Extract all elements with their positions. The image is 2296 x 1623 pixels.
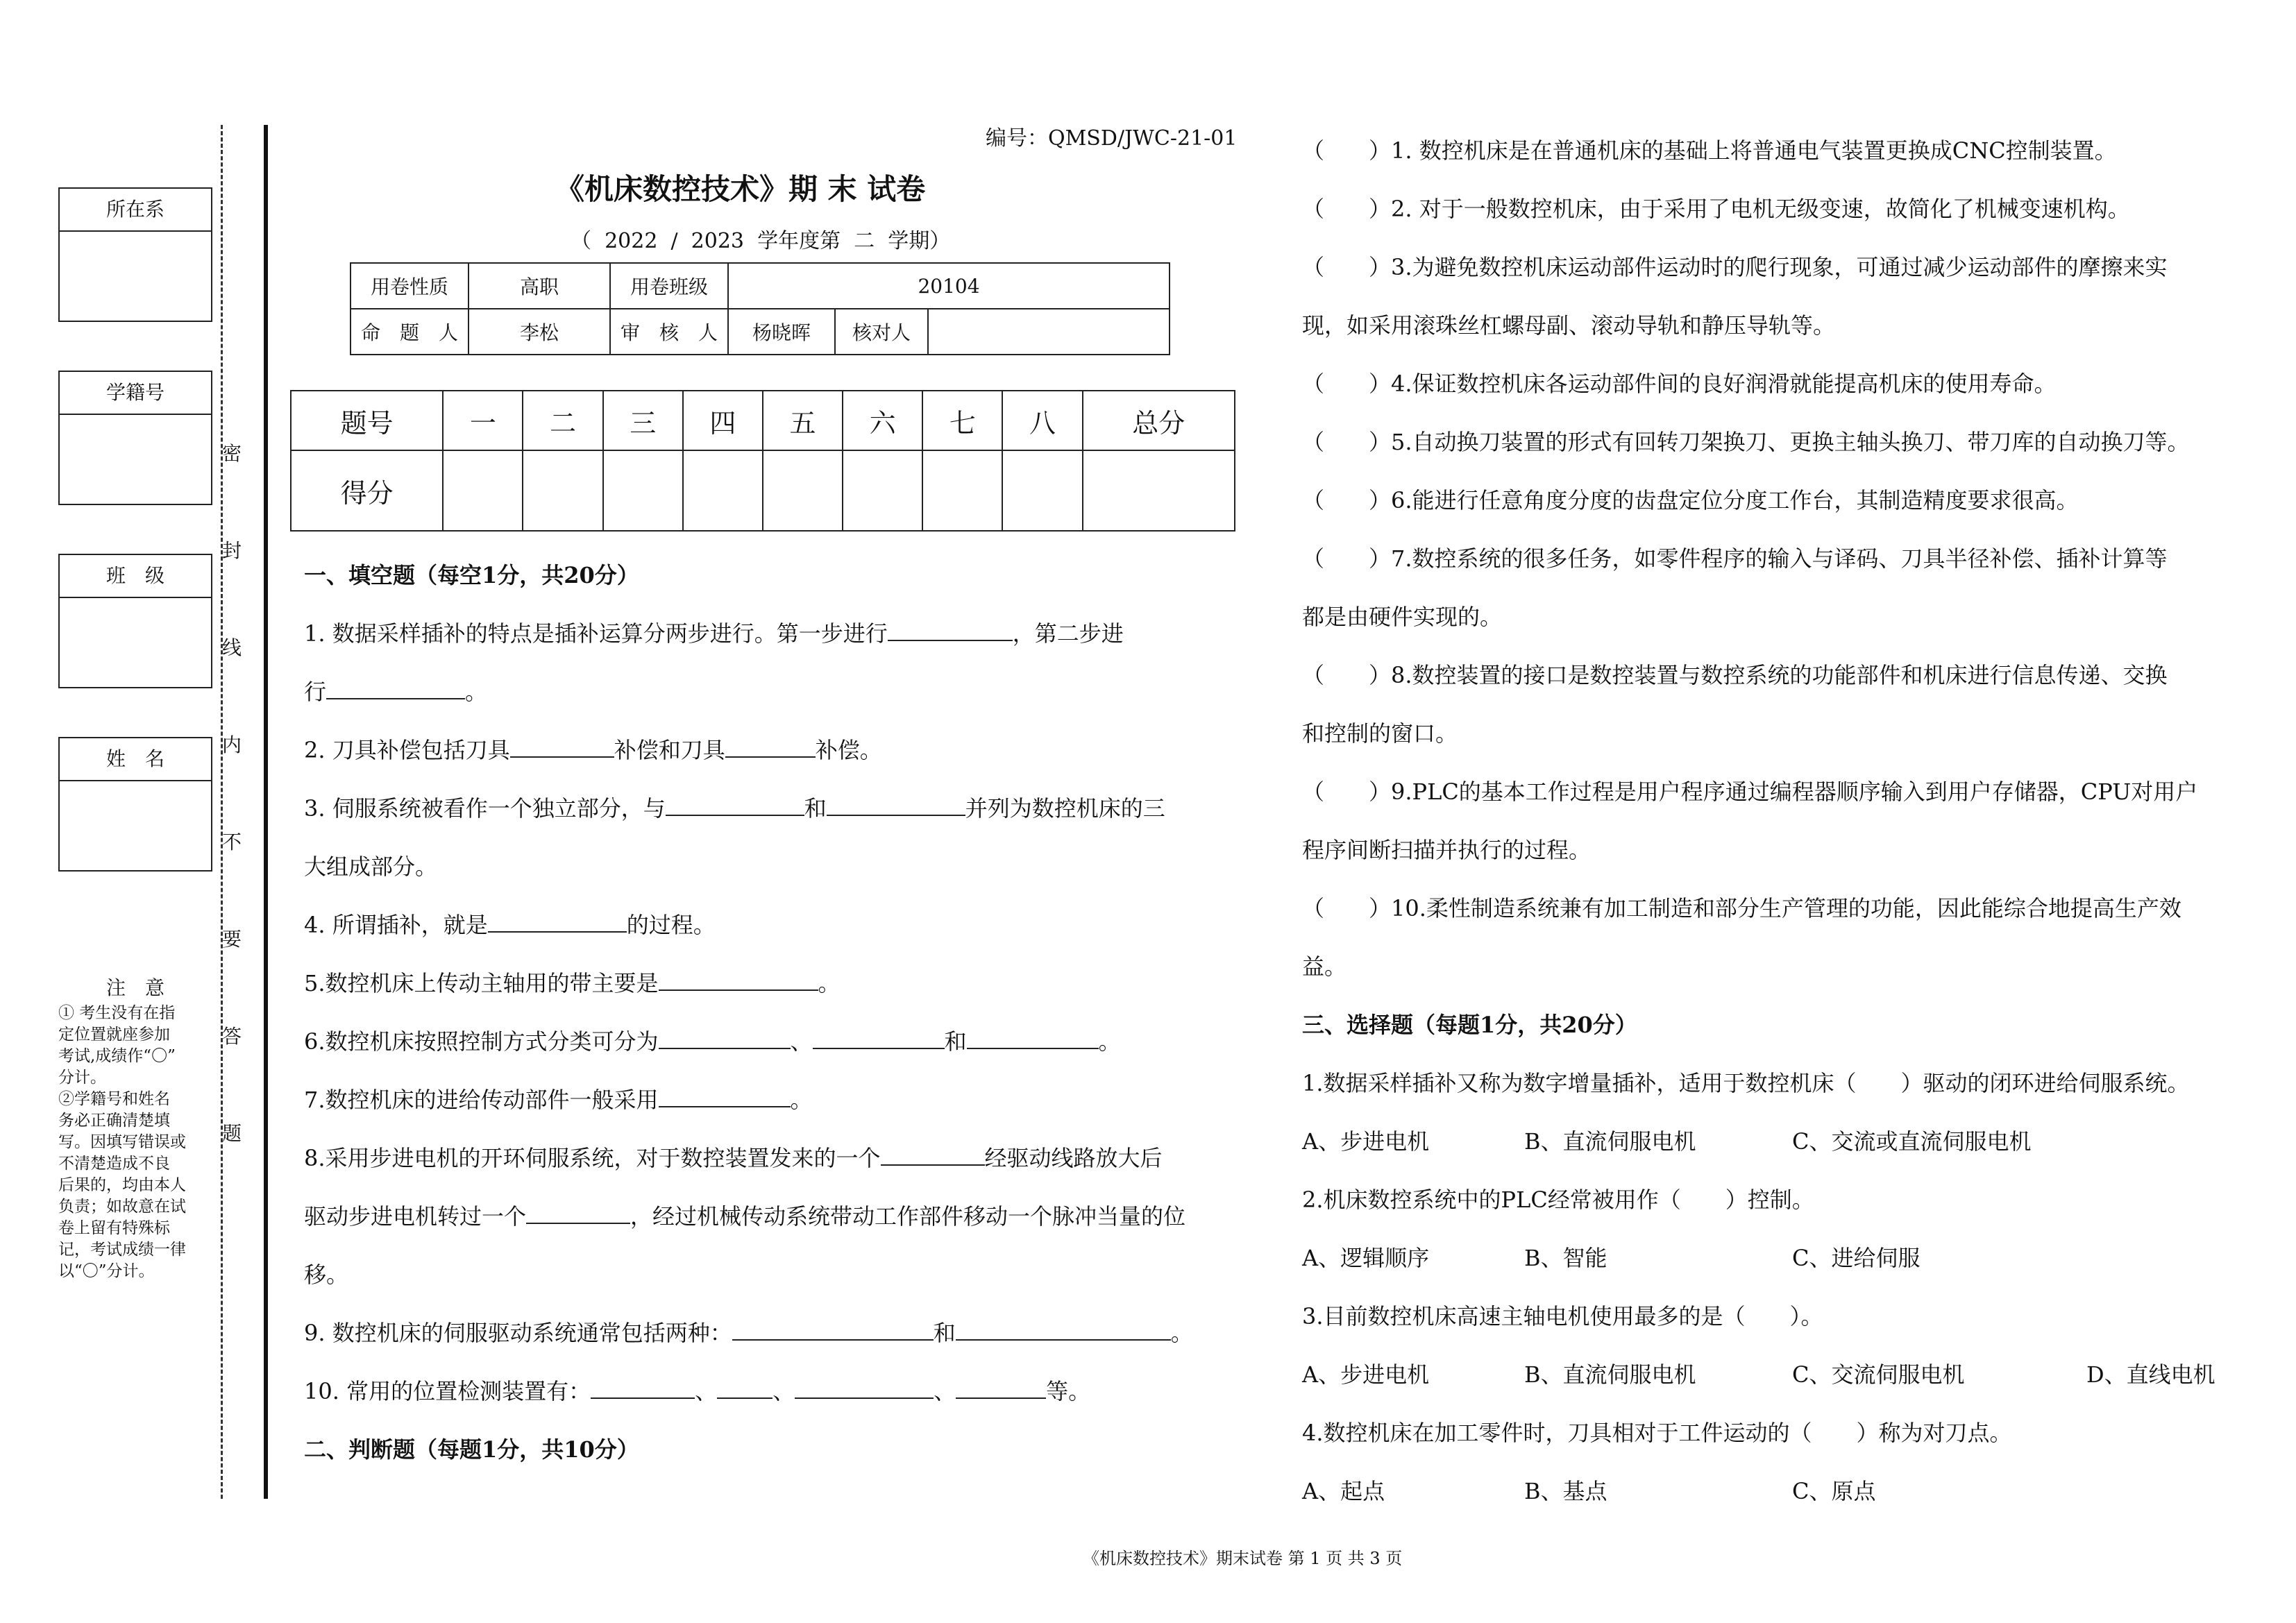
question-line [304, 791, 1165, 823]
info-cell [928, 309, 1170, 355]
seal-char: 不 [222, 831, 242, 853]
answer-blank[interactable] [666, 794, 804, 816]
question-text: 10. 常用的位置检测装置有： [304, 1378, 591, 1404]
notice-line: 后果的，均由本人 [58, 1176, 186, 1194]
dept-field[interactable] [60, 232, 211, 321]
score-cell[interactable] [1083, 450, 1235, 531]
seal-char: 封 [222, 539, 242, 562]
score-cell[interactable] [843, 450, 922, 531]
question-line: （ ）2. 对于一般数控机床，由于采用了电机无级变速，故简化了机械变速机构。 [1302, 196, 2130, 222]
question-line: （ ）6.能进行任意角度分度的齿盘定位分度工作台，其制造精度要求很高。 [1302, 487, 2079, 513]
seal-char: 要 [222, 928, 242, 951]
score-cell[interactable] [443, 450, 523, 531]
question-line: （ ）8.数控装置的接口是数控装置与数控系统的功能部件和机床进行信息传递、交换 [1302, 662, 2168, 688]
question-text: ，经过机械传动系统带动工作部件移动一个脉冲当量的位 [630, 1203, 1186, 1230]
option-a[interactable]: A、步进电机 [1302, 1128, 1430, 1155]
question-line: （ ）3.为避免数控机床运动部件运动时的爬行现象，可通过减少运动部件的摩擦来实 [1302, 254, 2168, 280]
seal-char: 内 [222, 733, 242, 756]
notice-line: 考试,成绩作“〇” [58, 1047, 176, 1065]
score-header: 一 [443, 391, 523, 450]
question-text: 等。 [1046, 1378, 1091, 1404]
answer-blank[interactable] [659, 969, 818, 991]
answer-blank[interactable] [591, 1377, 695, 1399]
answer-blank[interactable] [725, 736, 816, 758]
question-text: 行 [304, 679, 327, 705]
info-cell: 审 核 人 [610, 309, 728, 355]
question-line: （ ）5.自动换刀装置的形式有回转刀架换刀、更换主轴头换刀、带刀库的自动换刀等。 [1302, 429, 2190, 455]
question-line: 2.机床数控系统中的PLC经常被用作（ ）控制。 [1302, 1187, 1814, 1213]
score-header: 总分 [1083, 391, 1235, 450]
question-line [304, 616, 1124, 648]
question-line: 移。 [304, 1261, 349, 1288]
seal-char: 线 [222, 636, 242, 659]
seal-char: 密 [222, 442, 242, 465]
option-c[interactable]: C、原点 [1792, 1478, 1876, 1504]
answer-blank[interactable] [732, 1318, 934, 1341]
score-header: 八 [1002, 391, 1082, 450]
notice-line: 写。因填写错误或 [58, 1133, 186, 1151]
question-text: 4. 所谓插补，就是 [304, 912, 488, 938]
question-line: 益。 [1302, 953, 1347, 980]
info-cell: 命 题 人 [351, 309, 469, 355]
name-label: 姓 名 [60, 738, 211, 781]
section-heading: 三、选择题（每题1分，共20分） [1302, 1012, 1637, 1038]
info-cell: 用卷性质 [351, 263, 469, 309]
seal-char: 答 [222, 1025, 242, 1048]
option-a[interactable]: A、逻辑顺序 [1302, 1245, 1430, 1271]
question-line [304, 674, 487, 706]
question-text: 驱动步进电机转过一个 [304, 1203, 527, 1230]
question-text: 。 [790, 1087, 813, 1113]
answer-blank[interactable] [659, 1027, 791, 1049]
class-field[interactable] [60, 598, 211, 687]
score-header: 二 [523, 391, 602, 450]
info-table [350, 262, 1170, 355]
question-line: （ ）9.PLC的基本工作过程是用户程序通过编程器顺序输入到用户存储器，CPU对用户 [1302, 779, 2198, 805]
answer-blank[interactable] [881, 1144, 985, 1166]
notice-line: 分计。 [58, 1069, 106, 1087]
notice-line: 定位置就座参加 [58, 1026, 170, 1044]
seal-solid-line [264, 125, 268, 1499]
question-text: 、 [695, 1378, 718, 1404]
info-cell: 杨晓晖 [728, 309, 835, 355]
answer-blank[interactable] [956, 1377, 1046, 1399]
option-a[interactable]: A、起点 [1302, 1478, 1385, 1504]
question-line: 大组成部分。 [304, 853, 438, 880]
student-id-field[interactable] [60, 415, 211, 504]
question-text: 6.数控机床按照控制方式分类可分为 [304, 1028, 659, 1055]
score-cell[interactable] [922, 450, 1002, 531]
info-cell: 用卷班级 [610, 263, 728, 309]
score-header: 七 [922, 391, 1002, 450]
question-text: 和 [804, 795, 827, 822]
question-line [304, 966, 841, 998]
score-header: 六 [843, 391, 922, 450]
seal-char: 题 [222, 1122, 242, 1145]
info-cell: 高职 [469, 263, 610, 309]
dept-label: 所在系 [60, 189, 211, 232]
name-field[interactable] [60, 781, 211, 870]
section-heading: 二、判断题（每题1分，共10分） [304, 1436, 639, 1463]
question-line: 和控制的窗口。 [1302, 720, 1458, 747]
answer-blank[interactable] [956, 1318, 1171, 1341]
student-id-box [58, 371, 212, 505]
page-footer: 《机床数控技术》期末试卷 第 1 页 共 3 页 [1083, 1549, 1403, 1568]
question-line [304, 1374, 1090, 1406]
question-text: 经驱动线路放大后 [984, 1145, 1163, 1171]
question-text: 。 [465, 679, 488, 705]
question-text: 3. 伺服系统被看作一个独立部分，与 [304, 795, 666, 822]
term-line: （ 2022 / 2023 学年度第 二 学期） [571, 229, 951, 253]
option-b[interactable]: B、智能 [1524, 1245, 1607, 1271]
score-header: 三 [603, 391, 683, 450]
option-a[interactable]: A、步进电机 [1302, 1361, 1430, 1388]
answer-blank[interactable] [827, 794, 965, 816]
question-text: 、 [773, 1378, 795, 1404]
doc-code: 编号：QMSD/JWC-21-01 [986, 126, 1238, 151]
score-cell[interactable] [683, 450, 763, 531]
question-line [304, 1316, 1193, 1348]
option-b[interactable]: B、基点 [1524, 1478, 1607, 1504]
notice-line: 不清楚造成不良 [58, 1155, 170, 1173]
answer-blank[interactable] [526, 1202, 630, 1224]
question-line: （ ）7.数控系统的很多任务，如零件程序的输入与译码、刀具半径补偿、插补计算等 [1302, 545, 2168, 572]
question-line: （ ）4.保证数控机床各运动部件间的良好润滑就能提高机床的使用寿命。 [1302, 371, 2057, 397]
question-text: 并列为数控机床的三 [965, 795, 1165, 822]
score-row-label: 得分 [291, 450, 443, 531]
question-line: （ ）1. 数控机床是在普通机床的基础上将普通电气装置更换成CNC控制装置。 [1302, 137, 2117, 164]
info-cell: 李松 [469, 309, 610, 355]
question-text: 1. 数据采样插补的特点是插补运算分两步进行。第一步进行 [304, 620, 888, 647]
dept-box [58, 187, 212, 322]
question-line [304, 1199, 1185, 1231]
info-cell: 核对人 [835, 309, 928, 355]
score-table [290, 390, 1235, 532]
question-text: ，第二步进 [1012, 620, 1124, 647]
answer-blank[interactable] [488, 910, 627, 933]
option-c[interactable]: C、交流或直流伺服电机 [1792, 1128, 2032, 1155]
question-text: 2. 刀具补偿包括刀具 [304, 737, 510, 763]
answer-blank[interactable] [967, 1027, 1099, 1049]
answer-blank[interactable] [659, 1085, 791, 1107]
question-text: 7.数控机床的进给传动部件一般采用 [304, 1087, 659, 1113]
question-line: 4.数控机床在加工零件时，刀具相对于工件运动的（ ）称为对刀点。 [1302, 1420, 2012, 1446]
question-text: 8.采用步进电机的开环伺服系统，对于数控装置发来的一个 [304, 1145, 881, 1171]
answer-blank[interactable] [717, 1377, 773, 1399]
name-box [58, 737, 212, 872]
section-heading: 一、填空题（每空1分，共20分） [304, 562, 639, 588]
notice-title: 注 意 [105, 976, 164, 999]
question-text: 、 [934, 1378, 956, 1404]
option-d[interactable]: D、直线电机 [2086, 1361, 2215, 1388]
score-header: 四 [683, 391, 763, 450]
answer-blank[interactable] [326, 677, 465, 699]
student-id-label: 学籍号 [60, 372, 211, 415]
question-line [304, 908, 716, 940]
question-line: 程序间断扫描并执行的过程。 [1302, 837, 1592, 863]
notice-line: 负责；如故意在试 [58, 1198, 186, 1216]
question-text: 的过程。 [626, 912, 716, 938]
score-cell[interactable] [603, 450, 683, 531]
question-text: 和 [944, 1028, 967, 1055]
notice-line: ②学籍号和姓名 [58, 1090, 170, 1108]
question-line [304, 1024, 1121, 1056]
notice-line: 记，考试成绩一律 [58, 1241, 186, 1259]
answer-blank[interactable] [510, 736, 614, 758]
question-line: 都是由硬件实现的。 [1302, 604, 1503, 630]
score-header: 题号 [291, 391, 443, 450]
info-cell: 20104 [728, 263, 1170, 309]
question-text: 补偿和刀具 [614, 737, 725, 763]
question-line: （ ）10.柔性制造系统兼有加工制造和部分生产管理的功能，因此能综合地提高生产效 [1302, 895, 2181, 921]
class-label: 班 级 [60, 555, 211, 598]
page-title: 《机床数控技术》期 末 试卷 [555, 172, 926, 206]
question-line [304, 1082, 813, 1114]
score-header: 五 [763, 391, 843, 450]
notice [58, 977, 212, 1282]
question-text: 和 [933, 1320, 956, 1346]
option-b[interactable]: B、直流伺服电机 [1524, 1128, 1696, 1155]
answer-blank[interactable] [795, 1377, 934, 1399]
option-c[interactable]: C、进给伺服 [1792, 1245, 1921, 1271]
notice-line: 务必正确清楚填 [58, 1112, 170, 1130]
question-text: 。 [1098, 1028, 1121, 1055]
option-b[interactable]: B、直流伺服电机 [1524, 1361, 1696, 1388]
question-text: 补偿。 [815, 737, 882, 763]
score-cell[interactable] [523, 450, 602, 531]
question-text: 9. 数控机床的伺服驱动系统通常包括两种： [304, 1320, 732, 1346]
question-line [304, 733, 882, 765]
question-line: 3.目前数控机床高速主轴电机使用最多的是（ ）。 [1302, 1303, 1823, 1329]
answer-blank[interactable] [888, 619, 1013, 641]
question-text: 、 [790, 1028, 813, 1055]
class-box [58, 554, 212, 688]
seal-dashed-line [221, 125, 223, 1499]
option-c[interactable]: C、交流伺服电机 [1792, 1361, 1965, 1388]
answer-blank[interactable] [813, 1027, 945, 1049]
notice-line: 卷上留有特殊标 [58, 1219, 170, 1237]
question-text: 。 [1170, 1320, 1193, 1346]
notice-line: 以“〇”分计。 [58, 1262, 155, 1280]
score-cell[interactable] [1002, 450, 1082, 531]
question-text: 。 [818, 970, 841, 996]
question-text: 5.数控机床上传动主轴用的带主要是 [304, 970, 659, 996]
question-line: 现，如采用滚珠丝杠螺母副、滚动导轨和静压导轨等。 [1302, 312, 1836, 339]
question-line [304, 1141, 1163, 1173]
score-cell[interactable] [763, 450, 843, 531]
question-line: 1.数据采样插补又称为数字增量插补，适用于数控机床（ ）驱动的闭环进给伺服系统。 [1302, 1070, 2190, 1096]
notice-line: ① 考生没有在指 [58, 1004, 176, 1022]
